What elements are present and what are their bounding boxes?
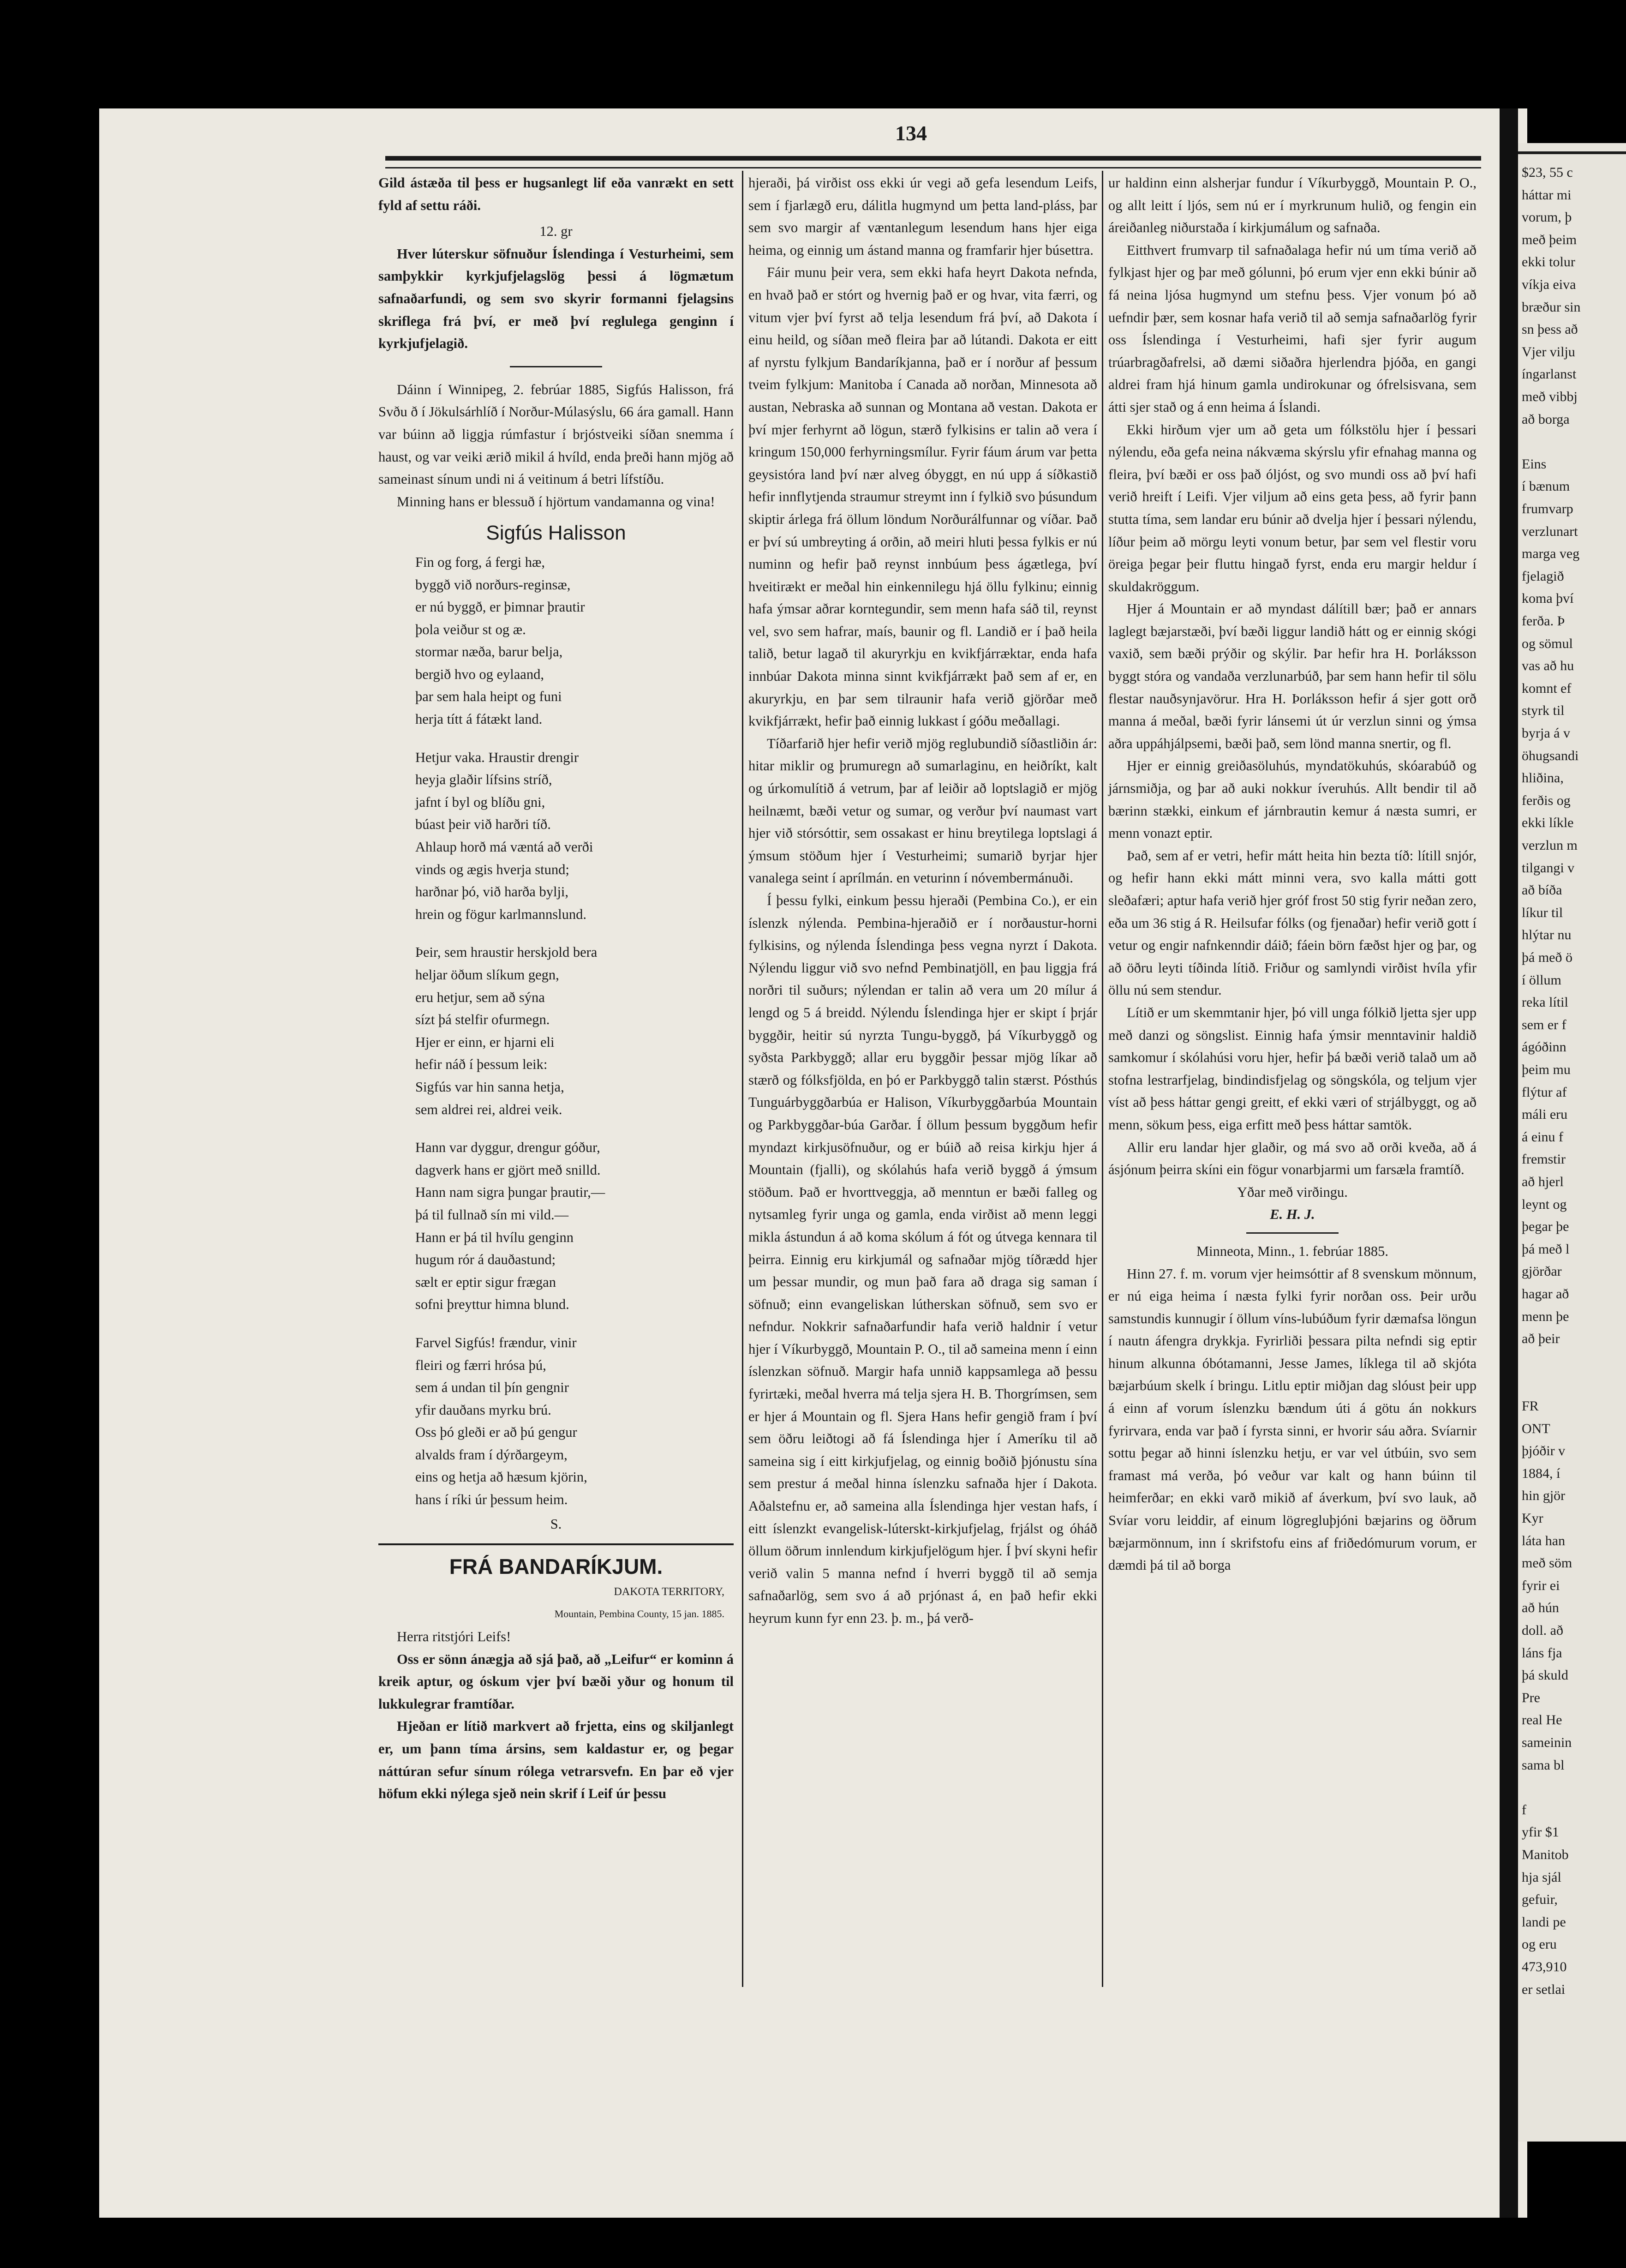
poem-line: Hjer er einn, er hjarni eli [415,1034,555,1050]
next-page-text-line: á einu f [1522,1129,1563,1145]
next-page-text-line: að þeir [1522,1331,1560,1347]
next-page-text-line: að hjerl [1522,1174,1564,1189]
article-paragraph: Lítið er um skemmtanir hjer, þó vill unga fólkið ljetta sjer upp með danzi og söngslist. Einnig hafa ýmsir menntavinir haldið samkomur í skólahúsi voru hjer, hefir þá bæði verið talað um að stofna lestrarfjelag, bindindisfjelag og söngskóla, og teljum vjer víst að þess háttar gengi greitt, ef ekki væri of strjálbyggt, og að menn, sökum þess, eiga erfitt með þess háttar samtök. [1108,1004,1477,1133]
next-page-text-line: leynt og [1522,1196,1567,1212]
news-dateline: DAKOTA TERRITORY, [614,1585,724,1598]
next-page-text-line: gefuir, [1522,1892,1558,1908]
column-1 [378,172,734,1805]
next-page-text-line: doll. að [1522,1623,1563,1638]
news-paragraph: Oss er sönn ánægja að sjá það, að „Leifur“ er kominn á kreik aptur, og óskum vjer því bæði yður og honum til lukkulegrar framtíðar. [378,1651,734,1712]
next-page-text-line: þá með l [1522,1241,1570,1257]
next-page-text-line: ekki líkle [1522,815,1574,831]
article-paragraph: ur haldinn einn alsherjar fundur í Víkurbyggð, Mountain P. O., og allt leitt í ljós, sem nú er í myrkrunum hulið, og fengin ein áreiðanleg niðurstaða í kirkjumálum og safnaða. [1108,175,1477,236]
poem-line: heljar öðum slíkum gegn, [415,967,559,983]
article-paragraph: Fáir munu þeir vera, sem ekki hafa heyrt Dakota nefnda, en hvað það er stórt og hvernig það er og hvar, vita færri, og vitum vjer því fyrst að telja lesendum frá því, að Dakota í einu heild, og síðan með fleira þar að lútandi. Dakota er eitt af nyrstu fylkjum Bandaríkjanna, það er í norður af þessum tveim fylkjum: Manitoba í Canada að norðan, Minnesota að austan, Nebraska að sunnan og Montana að vestan. Dakota er því mjer ferhyrnt að lögun, stærð fylkisins er talin að vera í kringum 150,000 ferhyrningsmílur. Fyrir fáum árum var þetta geysistóra land því nær alveg óbyggt, en nú upp á síðkastið hefir innflytjenda straumur streymt inn í fylkið svo þúsundum skiptir árlega frá öllum löndum Norðurálfunnar og víðar. Það er því sú umbreyting á orðin, að meiri hluti þessa fylkis er nú numinn og hefir það reynst innbúum þess ágætlega, því hveitirækt er meðal hin einkennilegu hjá öllu fylkinu; einnig hafa ýmsar aðrar korntegundir, sem menn hafa sáð til, reynst vel, svo sem hafrar, maís, baunir og fl. Landið er í það heila talið, betur lagað til akuryrkju en kvikfjárræktar, enda hafa innbúar Dakota minna sinnt kvikfjárrækt það sem af er, en akuryrkju, en þar sem tilraunir hafa verið gjörðar með kvikfjárrækt, hefir það einnig lukkast í góðu meðallagi. [748,264,1097,729]
section-number: 12. gr [539,223,573,240]
poem-line: dagverk hans er gjört með snilld. [415,1162,601,1178]
next-page-text-line: byrja á v [1522,726,1570,741]
next-page-text-line: láta han [1522,1533,1566,1548]
column-2 [748,172,1097,1630]
news-heading: FRÁ BANDARÍKJUM. [449,1554,663,1579]
next-page-text-line: FR [1522,1398,1539,1414]
column-3 [1108,172,1477,1577]
next-page-text-line: með vibbj [1522,389,1578,404]
next-page-text-line: landi pe [1522,1914,1566,1930]
next-page-text-line: Kyr [1522,1511,1543,1526]
section-rule [510,366,602,367]
poem-stanza [378,551,734,731]
poem-line: er nú byggð, er þimnar þrautir [415,599,585,615]
poem-line: harðnar þó, við harða bylji, [415,884,569,900]
header-rule-thin [385,167,1481,168]
poem-line: eins og hetja að hæsum kjörin, [415,1469,587,1485]
next-page-text-line: þjóðir v [1522,1443,1566,1459]
next-page-text-line: og sömul [1522,636,1573,651]
poem-line: Þeir, sem hraustir herskjold bera [415,944,598,960]
poem-line: Ahlaup horð má væntá að verði [415,839,593,855]
next-page-text-line: víkja eiva [1522,277,1576,292]
intro-text: Gild ástæða til þess er hugsanlegt lif eða vanrækt en sett fyld af settu ráði. [378,175,734,213]
poem-line: sælt er eptir sigur frægan [415,1274,556,1290]
next-page-text-line: máli eru [1522,1107,1568,1122]
poem-line: hefir náð í þessum leik: [415,1056,548,1073]
next-page-text-line: láns fja [1522,1645,1562,1661]
poem-line: sofni þreyttur himna blund. [415,1296,569,1313]
next-page-text-line: sama bl [1522,1757,1565,1773]
poem-stanza [378,1136,734,1316]
column-divider-2 [1102,171,1103,1987]
next-page-text-line: Vjer vilju [1522,344,1575,360]
next-page-text-line: koma því [1522,591,1574,606]
section-rule [378,1543,734,1545]
poem-line: Hann var dyggur, drengur góður, [415,1140,600,1156]
next-page-text-line: og eru [1522,1937,1557,1952]
poem-title: Sigfús Halisson [486,522,626,545]
next-page-text-line: ekki tolur [1522,254,1575,270]
next-page-text-line: sameinin [1522,1735,1572,1750]
next-page-text-line: marga veg [1522,546,1580,562]
next-page-text-line: gjörðar [1522,1264,1562,1279]
header-rule [385,156,1481,161]
article-paragraph: Það, sem af er vetri, hefir mátt heita hin bezta tíð: lítill snjór, og hefir hann ekki mátt minni vera, svo kalla mátti gott sleðafæri; aptur hafa verið hjer gróf frost 50 stig fyrir neðan zero, eða um 36 stig á R. Heilsufar fólks (og fjenaðar) hefir verið gott í vetur og engir nafnkenndir dáið; fáein börn fæðst hjer og þar, og að öðru leyti tíðinda lítið. Friður og samlyndi virðist hvíla yfir öllu nú sem stendur. [1108,847,1477,998]
next-page-text-line: þegar þe [1522,1219,1569,1235]
next-page-fragment [1518,143,1626,2142]
next-page-text-line: í öllum [1522,972,1561,988]
next-page-text-line: komnt ef [1522,680,1572,696]
next-page-text-line: sn þess að [1522,322,1578,337]
poem-stanza [378,746,734,926]
poem-line: eru hetjur, sem að sýna [415,989,545,1005]
poem-line: Hann er þá til hvílu genginn [415,1229,574,1245]
next-page-text-line: verzlunart [1522,523,1578,539]
next-page-text-line: hagar að [1522,1286,1569,1302]
poem-line: vinds og ægis hverja stund; [415,861,569,877]
next-page-text-line: háttar mi [1522,187,1572,203]
next-page-text-line: Eins [1522,456,1547,472]
poem-line: yfir dauðans myrku brú. [415,1402,551,1418]
poem-line: sem á undan til þín gengnir [415,1380,569,1396]
poem-line: sem aldrei rei, aldrei veik. [415,1101,562,1117]
poem-line: hans í ríki úr þessum heim. [415,1492,568,1508]
next-page-text-line: yfir $1 [1522,1824,1559,1840]
next-page-text-line: bræður sin [1522,299,1581,315]
next-page-text-line: þá með ö [1522,950,1572,965]
poem-line: Fin og forg, á fergi hæ, [415,554,545,570]
page-gutter [1500,108,1518,2218]
poem-line: Hann nam sigra þungar þrautir,— [415,1184,605,1200]
next-page-text-line: tilgangi v [1522,860,1575,876]
article-paragraph: Hinn 27. f. m. vorum vjer heimsóttir af 8 svenskum mönnum, er nú eiga heima í næsta fylki fyrir norðan oss. Þeir urðu samstundis kunnugir í öllum víns-lubúðum fyrir dæmafsa löngun í nautn áfengra drykkja. Fyrirliði þessara pilta nefndi sig eptir hinum alkunna óbótamanni, Jesse James, líklega til að skjóta bæjarbúum skelk í bringu. Litlu eptir miðjan dag slóust þeir upp á einn af vorum íslenzku bændum úti á götu án nokkurs fyrirvara, enda var það í fyrsta sinni, er hvorir sáu aðra. Svíarnir sottu þegar að hinni íslenzku hetju, er var vel útbúin, svo sem framast má verða, þó veður var kalt og hann búinn til heimferðar; en ekki varð mikið af áverkum, því svo lauk, að Svíar voru leiddir, af einum lögregluþjóni bæjarins og öðrum bæjarmönnum, inn í skrifstofu eins af friðedómurum vorum, er dæmdi þá til að borga [1108,1266,1477,1573]
next-page-text-line: hlýtar nu [1522,927,1572,943]
poem-line: þar sem hala heipt og funi [415,689,562,705]
poem-line: herja títt á fátækt land. [415,711,543,727]
poem-stanza [378,1332,734,1511]
news-dateline: Minneota, Minn., 1. febrúar 1885. [1196,1243,1388,1259]
poem-line: Hetjur vaka. Hraustir drengir [415,749,579,765]
poem-stanza [378,941,734,1121]
column-divider-1 [742,171,743,1987]
next-page-text-line: 473,910 [1522,1959,1567,1974]
next-page-text-line: 1884, í [1522,1465,1560,1481]
poem-signature: S. [550,1516,562,1532]
poem-line: alvalds fram í dýrðargeym, [415,1446,568,1463]
poem-line: heyja glaðir lífsins stríð, [415,772,552,788]
next-page-text-line: fjelagið [1522,568,1564,584]
section-rule [1246,1232,1339,1234]
next-page-text-line: f [1522,1802,1526,1818]
next-page-header-rule [1518,151,1626,154]
poem-line: hrein og fögur karlmannslund. [415,906,587,922]
next-page-text-line: í bænum [1522,479,1570,494]
next-page-text-line: ferðis og [1522,792,1571,808]
article-paragraph: Tíðarfarið hjer hefir verið mjög reglubundið síðastliðin ár: hitar miklir og þrumuregn að sumarlaginu, en heiðríkt, kalt og úrkomulítið á vetrum, þar af leiðir að loptslagið er mjög heilnæmt, bæði vetur og sumar, og verður því naumast vart hjer við stórsóttir, sem ossakast er hinu breytilega loptslagi á ýmsum stöðum hjer í Vesturheimi; sumarið byrjar hjer vanalega seint í aprílmán. en veturinn í nóvembermánuði. [748,735,1097,886]
next-page-text-line: styrk til [1522,703,1565,719]
poem-line: jafnt í byl og blíðu gni, [415,794,545,810]
article-paragraph: hjeraði, þá virðist oss ekki úr vegi að gefa lesendum Leifs, sem í fjarlægð eru, dálitla hugmynd um þetta land-pláss, þar sem svo margir af væntanlegum lesendum hans hjer eiga heima, og einnig um ástand manna og framfarir hjer búsettra. [748,175,1097,258]
poem-line: fleiri og færri hrósa þú, [415,1357,546,1373]
poem-line: þá til fullnað sín mi vild.— [415,1206,569,1223]
next-page-text-line: menn þe [1522,1308,1569,1324]
poem-line: þola veiður st og æ. [415,621,526,637]
next-page-text-line: real He [1522,1712,1562,1728]
next-page-text-line: hin gjör [1522,1488,1566,1504]
poem-line: búast þeir við harðri tíð. [415,816,551,833]
next-page-text-line: fremstir [1522,1152,1566,1167]
article-paragraph: Hjer er einnig greiðasöluhús, myndatökuhús, skóarabúð og járnsmiðja, og þar að auki nokkur íveruhús. Allt bendir til að bærinn stækki, einkum ef járnbrautin kemur á næsta sumri, er menn vonazt eptir. [1108,758,1477,841]
news-place: Mountain, Pembina County, 15 jan. 1885. [554,1608,724,1620]
poem-line: byggð við norðurs-reginsæ, [415,576,571,593]
obituary-paragraph: Dáinn í Winnipeg, 2. febrúar 1885, Sigfús Halisson, frá Svðu ð í Jökulsárhlíð í Norður-Múlasýslu, 66 ára gamall. Hann var búinn að liggja rúmfastur í brjóstveiki síðan snemma í haust, og var veiki ærið mikil á hvíld, enda þreði hann mjög að sameinast sínum undi ni á veitinum á betri lífstíðu. [378,381,734,487]
next-page-text-line: hliðina, [1522,770,1564,786]
next-page-text-line: ONT [1522,1421,1550,1436]
poem-line: hugum rór á dauðastund; [415,1252,556,1268]
next-page-text-line: reka lítil [1522,995,1568,1010]
next-page-text-line: sem er f [1522,1017,1566,1032]
next-page-text-line: með þeim [1522,232,1577,247]
next-page-text-line: öhugsandi [1522,748,1579,763]
poem-line: Oss þó gleði er að þú gengur [415,1424,577,1440]
letter-greeting: Herra ritstjóri Leifs! [397,1629,511,1645]
next-page-text-line: líkur til [1522,905,1563,920]
letter-signature: E. H. J. [1270,1206,1315,1223]
page-number: 134 [895,121,927,145]
next-page-text-line: flýtur af [1522,1084,1567,1100]
next-page-text-line: er setlai [1522,1981,1566,1997]
next-page-text-line: að hún [1522,1600,1559,1616]
next-page-text-line: Manitob [1522,1847,1569,1862]
article-paragraph: Ekki hirðum vjer um að geta um fólkstölu hjer í þessari nýlendu, eða gefa neina nákvæma skýrslu yfir efnahag manna og fleira, því bæði er oss það óljóst, og svo mundi oss að því hafi verið hreift í Leifi. Vjer viljum að eins geta þess, að fyrir þann stutta tíma, sem landar eru búnir að dvelja hjer í þessari nýlendu, líður þeim að mörgu leyti vonum betur, þar sem vel flestir voru öreiga þegar þeir fluttu hingað fyrst, enda eru margir heldur í skuldakröggum. [1108,421,1477,594]
next-page-text-line: frumvarp [1522,501,1573,516]
next-page-text-line: vorum, þ [1522,210,1572,225]
next-page-text-line: hja sjál [1522,1869,1561,1885]
article-paragraph: Í þessu fylki, einkum þessu hjeraði (Pembina Co.), er ein íslenzk nýlenda. Pembina-hjeraðið er í norðaustur-horni fylkisins, og nýlenda Íslendinga þess vegna nyrzt í Dakota. Nýlendu liggur við svo nefnd Pembinatjöll, en þau liggja frá norðri til suðurs; nýlendan er talin að vera um 20 mílur á lengd og 5 á breidd. Nýlendu Íslendinga hjer er skipt í þrjár byggðir, heitir sú nyrzta Tungu-byggð, þá Víkurbyggð og syðsta Parkbyggð; allar eru byggðir þessar mjög líkar að stærð og fólksfjölda, en þó er Parkbyggð talin stærst. Pósthús Tunguárbyggðarbúa er Halison, Víkurbyggðarbúa Mountain og Parkbyggðar-búa Garðar. Í öllum þessum byggðum hefir myndazt kirkjusöfnuður, og er búið að reisa kirkju hjer á Mountain (fjalli), og skólahús hafa verið byggð á ýmsum stöðum. Það er hvorttveggja, að menntun er bæði falleg og nytsamleg fyrir unga og gamla, enda virðist að menn leggi mikla ástundun á að koma skólum á fót og útvega kennara til þeirra. Einnig eru kirkjumál og safnaðar mjög tíðrædd hjer um þessar mundir, og mun það fara að draga sig saman í söfnuð; einn evangeliskan lútherskan söfnuð, sem svo er nefndur. Nokkrir safnaðarfundir hafa verið haldnir í vetur hjer í Víkurbyggð, Mountain P. O., til að sameina menn í einn íslenzkan söfnuð. Margir hafa unnið kappsamlega að þessu fyrirtæki, meðal hverra má telja sjera H. B. Thorgrímsen, sem er hjer á Mountain og fl. Sjera Hans hefir gengið fram í því sem öðru leiðtogi að fá Íslendinga hjer í Ameríku til að sameina sig í eitt kirkjufjelag, og einnig boðið þjónustu sína sem prestur á meðal hinna íslenzku safnaða hjer í Dakota. Aðalstefnu er, að sameina alla Íslendinga hjer vestan hafs, í eitt íslenzkt evangelisk-lúterskt-kirkjufjelag, frjálst og óháð öllum öðrum innlendum kirkjufjelögum hjer. Í því skyni hefir verið valin 5 manna nefnd í hverri byggð til að semja safnaðarlög, sem svo á að prjónast á, en það hefir ekki heyrum kunn fyr enn 23. þ. m., þá verð- [748,893,1097,1626]
letter-closing: Yðar með virðingu. [1237,1184,1348,1200]
next-page-text-line: íngarlanst [1522,366,1577,382]
next-page-text-line: vas að hu [1522,658,1574,674]
next-page-text-line: ferða. Þ [1522,613,1565,629]
next-page-text-line: Pre [1522,1690,1540,1705]
news-paragraph: Hjeðan er lítið markvert að frjetta, eins og skiljanlegt er, um þann tíma ársins, sem kaldastur er, og þegar náttúran sefur sínum rólega vetrarsvefn. En þar eð vjer höfum ekki nýlega sjeð nein skrif í Leif úr þessu [378,1718,734,1802]
article-paragraph: Hjer á Mountain er að myndast dálítill bær; það er annars laglegt bæjarstæði, því bæði liggur landið hátt og er einnig skógi vaxið, sem bæði prýðir og skýlir. Þar hefir hra H. Þorláksson byggt stóra og vandaða verzlunarbúð, þar sem hann hefir til sölu flestar nauðsynjavörur. Hra H. Þorláksson hefir á sjer gott orð manna á meðal, bæði fyrir lánsemi út úr verzlun sinni og ýmsa aðra uppáhjálpsemi, bæði það, sem lönd manna snertir, og fl. [1108,601,1477,751]
next-page-text-line: með söm [1522,1555,1572,1571]
poem-line: Farvel Sigfús! frændur, vinir [415,1334,577,1350]
poem-line: bergið hvo og eylaand, [415,666,544,682]
article-paragraph: Hver lúterskur söfnuður Íslendinga í Vesturheimi, sem samþykkir kyrkjufjelagslög þessi á lögmætum safnaðarfundi, og sem svo skyrir formanni fjelagsins skriflega frá því, er með því reglulega genginn í kyrkjufjelagið. [378,246,734,352]
poem-line: Sigfús var hin sanna hetja, [415,1079,564,1095]
next-page-text-line: verzlun m [1522,838,1578,853]
next-page-text-line: $23, 55 c [1522,165,1573,180]
poem [378,551,734,1511]
next-page-text-line: að bíða [1522,882,1562,898]
article-paragraph: Eitthvert frumvarp til safnaðalaga hefir nú um tíma verið að fylkjast hjer og þar með gólunni, þó erum vjer enn ekki búnir að fá neina ljósa hugmynd um stefnu þess. Vjer vonum þó að uefndir þær, sem kosnar hafa verið til að semja safnaðarlög fyrir oss Íslendinga í Vesturheimi, hafi sjer fyrir augum trúarbragðafrelsi, að dæmi siðaðra hjerlendra þjóða, en gangi aldrei fram hjá hinum gamla undirokunar og ófrelsisvana, sem átti sjer stað og á enn heima á Íslandi. [1108,242,1477,415]
next-page-text-line: ágóðinn [1522,1039,1566,1055]
poem-line: sízt þá stelfir ofurmegn. [415,1012,550,1028]
article-paragraph: Allir eru landar hjer glaðir, og má svo að orði kveða, að á ásjónum þeirra skíni ein fögur vonarbjarmi um farsæla framtíð. [1108,1139,1477,1178]
next-page-text-line: þeim mu [1522,1062,1571,1077]
obituary-paragraph-2: Minning hans er blessuð í hjörtum vandamanna og vina! [397,493,715,510]
poem-line: stormar næða, barur belja, [415,644,563,660]
next-page-text-line: að borga [1522,411,1570,427]
next-page-text-line: fyrir ei [1522,1578,1560,1593]
next-page-text-line: þá skuld [1522,1668,1568,1683]
